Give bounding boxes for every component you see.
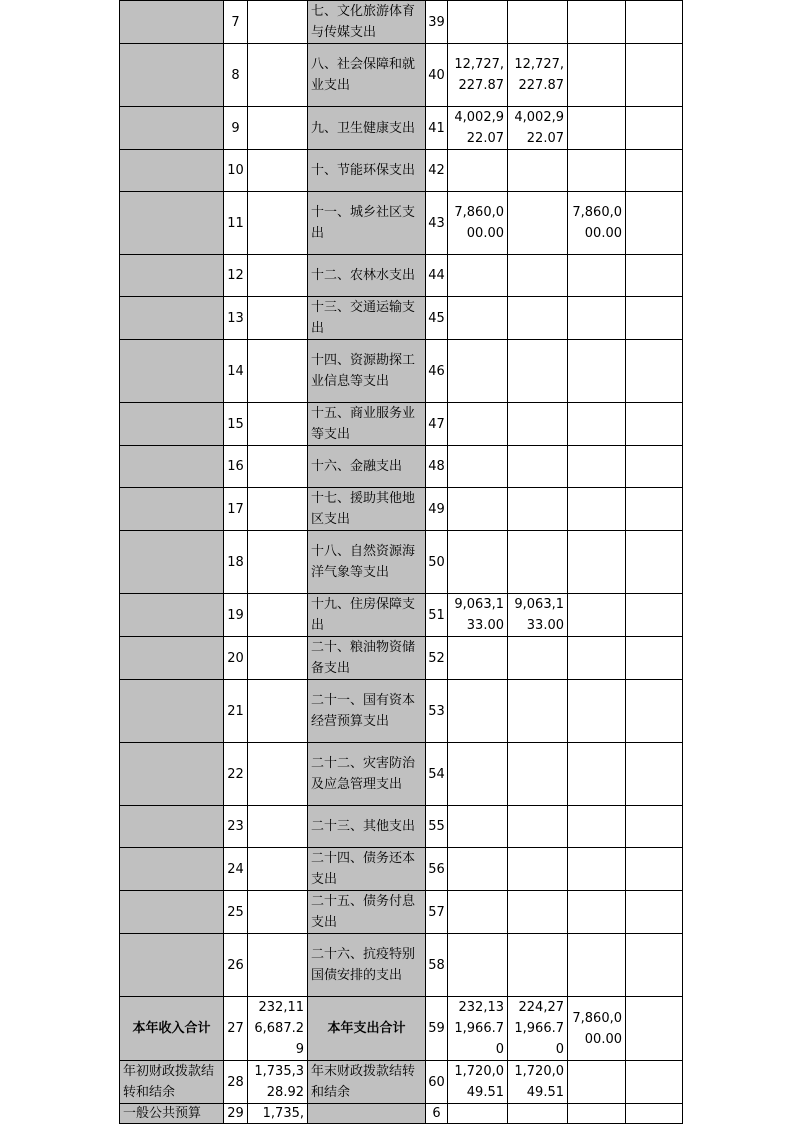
total-row (120, 997, 683, 1061)
expense-total-cell (448, 743, 508, 806)
income-line-cell: 24 (224, 848, 248, 891)
income-name-cell (120, 743, 224, 806)
expense-other-cell (626, 891, 683, 934)
expense-fund-cell: 7,860,000.00 (568, 192, 626, 255)
income-amount-cell (248, 488, 308, 531)
income-line-cell: 8 (224, 44, 248, 107)
table-row (120, 488, 683, 531)
expense-other-cell (626, 637, 683, 680)
expense-other-cell (626, 192, 683, 255)
expense-fund-cell (568, 743, 626, 806)
income-amount-cell (248, 107, 308, 150)
table-row (120, 255, 683, 297)
expense-fund-cell (568, 107, 626, 150)
expense-general-cell (508, 403, 568, 446)
expense-line-cell: 48 (426, 446, 448, 488)
expense-other-cell (626, 934, 683, 997)
expense-other-cell (626, 255, 683, 297)
expense-name-cell: 二十五、债务付息支出 (308, 891, 426, 934)
expense-general-cell (508, 297, 568, 340)
table-row (120, 743, 683, 806)
expense-name-cell: 十七、援助其他地区支出 (308, 488, 426, 531)
expense-fund-cell: 7,860,000.00 (568, 997, 626, 1061)
expense-fund-cell (568, 340, 626, 403)
income-amount-cell (248, 403, 308, 446)
income-total-amount: 232,116,687.29 (248, 997, 308, 1061)
expense-general-cell: 12,727,227.87 (508, 44, 568, 107)
income-name-cell (120, 192, 224, 255)
expense-line-cell: 43 (426, 192, 448, 255)
expense-general-cell (508, 848, 568, 891)
expense-other-cell (626, 150, 683, 192)
expense-total-cell (448, 806, 508, 848)
expense-name-cell: 十八、自然资源海洋气象等支出 (308, 531, 426, 594)
income-line-cell: 28 (224, 1061, 248, 1104)
expense-fund-cell (568, 150, 626, 192)
expense-total-cell: 12,727,227.87 (448, 44, 508, 107)
expense-line-cell: 51 (426, 594, 448, 637)
expense-line-cell: 49 (426, 488, 448, 531)
income-line-cell: 21 (224, 680, 248, 743)
expense-general-cell (508, 192, 568, 255)
expense-name-cell: 十三、交通运输支出 (308, 297, 426, 340)
income-general-label: 一般公共预算 (120, 1104, 224, 1124)
expense-line-cell: 52 (426, 637, 448, 680)
table-row (120, 297, 683, 340)
expense-line-cell: 41 (426, 107, 448, 150)
expense-fund-cell (568, 848, 626, 891)
income-line-cell: 9 (224, 107, 248, 150)
income-line-cell: 15 (224, 403, 248, 446)
expense-total-cell (448, 848, 508, 891)
table-row (120, 403, 683, 446)
expense-other-cell (626, 297, 683, 340)
income-line-cell: 19 (224, 594, 248, 637)
expense-fund-cell (568, 1104, 626, 1124)
income-amount-cell (248, 934, 308, 997)
income-amount-cell (248, 1, 308, 44)
expense-total-cell: 7,860,000.00 (448, 192, 508, 255)
income-line-cell: 17 (224, 488, 248, 531)
expense-general-cell (508, 637, 568, 680)
general-row (120, 1104, 683, 1124)
expense-total-cell (448, 446, 508, 488)
expense-name-cell: 九、卫生健康支出 (308, 107, 426, 150)
table-row (120, 637, 683, 680)
income-amount-cell (248, 192, 308, 255)
income-name-cell (120, 403, 224, 446)
income-name-cell (120, 150, 224, 192)
expense-fund-cell (568, 934, 626, 997)
expense-general-cell (508, 150, 568, 192)
income-line-cell: 16 (224, 446, 248, 488)
income-name-cell (120, 594, 224, 637)
income-total-label: 本年收入合计 (120, 997, 224, 1061)
expense-general-cell (508, 934, 568, 997)
expense-name-cell: 十二、农林水支出 (308, 255, 426, 297)
expense-other-cell (626, 806, 683, 848)
income-line-cell: 22 (224, 743, 248, 806)
expense-line-cell: 55 (426, 806, 448, 848)
expense-general-cell (508, 1104, 568, 1124)
expense-general-cell (508, 680, 568, 743)
expense-general-cell (508, 446, 568, 488)
expense-other-cell (626, 1104, 683, 1124)
table-row (120, 1, 683, 44)
expense-general-cell (508, 531, 568, 594)
expense-general-cell (508, 255, 568, 297)
income-name-cell (120, 297, 224, 340)
income-line-cell: 18 (224, 531, 248, 594)
income-name-cell (120, 488, 224, 531)
table-row (120, 150, 683, 192)
expense-line-cell: 50 (426, 531, 448, 594)
income-line-cell: 12 (224, 255, 248, 297)
expense-name-cell: 十一、城乡社区支出 (308, 192, 426, 255)
income-general-amount: 1,735, (248, 1104, 308, 1124)
expense-line-cell: 6 (426, 1104, 448, 1124)
expense-line-cell: 47 (426, 403, 448, 446)
expense-name-cell: 十、节能环保支出 (308, 150, 426, 192)
income-amount-cell (248, 806, 308, 848)
expense-name-cell: 十六、金融支出 (308, 446, 426, 488)
table-row (120, 446, 683, 488)
expense-other-cell (626, 107, 683, 150)
expense-total-cell (448, 680, 508, 743)
income-amount-cell (248, 297, 308, 340)
expense-other-cell (626, 997, 683, 1061)
income-amount-cell (248, 44, 308, 107)
income-name-cell (120, 680, 224, 743)
expense-line-cell: 42 (426, 150, 448, 192)
table-row (120, 891, 683, 934)
expense-line-cell: 45 (426, 297, 448, 340)
income-carry-amount: 1,735,328.92 (248, 1061, 308, 1104)
expense-fund-cell (568, 1061, 626, 1104)
expense-carry-label: 年末财政拨款结转和结余 (308, 1061, 426, 1104)
income-line-cell: 27 (224, 997, 248, 1061)
income-amount-cell (248, 255, 308, 297)
expense-fund-cell (568, 297, 626, 340)
income-amount-cell (248, 637, 308, 680)
expense-general-cell (508, 891, 568, 934)
expense-line-cell: 56 (426, 848, 448, 891)
income-name-cell (120, 1, 224, 44)
expense-line-cell: 46 (426, 340, 448, 403)
income-name-cell (120, 848, 224, 891)
expense-total-cell: 232,131,966.70 (448, 997, 508, 1061)
expense-line-cell: 53 (426, 680, 448, 743)
carry-row (120, 1061, 683, 1104)
income-line-cell: 20 (224, 637, 248, 680)
expense-total-cell (448, 1, 508, 44)
income-name-cell (120, 806, 224, 848)
expense-fund-cell (568, 446, 626, 488)
table-row (120, 680, 683, 743)
expense-general-cell (508, 1, 568, 44)
expense-other-cell (626, 488, 683, 531)
expense-other-cell (626, 531, 683, 594)
expense-line-cell: 44 (426, 255, 448, 297)
income-name-cell (120, 891, 224, 934)
expense-total-cell (448, 934, 508, 997)
income-line-cell: 14 (224, 340, 248, 403)
expense-total-cell (448, 150, 508, 192)
income-amount-cell (248, 743, 308, 806)
expense-fund-cell (568, 488, 626, 531)
expense-total-cell (448, 531, 508, 594)
expense-other-cell (626, 680, 683, 743)
income-name-cell (120, 934, 224, 997)
expense-name-cell: 七、文化旅游体育与传媒支出 (308, 1, 426, 44)
income-amount-cell (248, 680, 308, 743)
table-row (120, 192, 683, 255)
expense-total-cell (448, 637, 508, 680)
expense-line-cell: 60 (426, 1061, 448, 1104)
income-line-cell: 11 (224, 192, 248, 255)
income-line-cell: 10 (224, 150, 248, 192)
expense-total-cell (448, 340, 508, 403)
table-row (120, 594, 683, 637)
income-name-cell (120, 255, 224, 297)
expense-line-cell: 40 (426, 44, 448, 107)
income-line-cell: 29 (224, 1104, 248, 1124)
income-line-cell: 13 (224, 297, 248, 340)
expense-other-cell (626, 446, 683, 488)
expense-total-cell: 1,720,049.51 (448, 1061, 508, 1104)
expense-fund-cell (568, 531, 626, 594)
income-name-cell (120, 340, 224, 403)
expense-line-cell: 54 (426, 743, 448, 806)
expense-other-cell (626, 594, 683, 637)
expense-fund-cell (568, 44, 626, 107)
income-amount-cell (248, 446, 308, 488)
table-row (120, 531, 683, 594)
expense-fund-cell (568, 594, 626, 637)
table-row (120, 44, 683, 107)
expense-total-cell (448, 255, 508, 297)
income-amount-cell (248, 848, 308, 891)
table-row (120, 934, 683, 997)
expense-other-cell (626, 403, 683, 446)
expense-general-cell: 224,271,966.70 (508, 997, 568, 1061)
expense-general-cell (508, 488, 568, 531)
expense-line-cell: 58 (426, 934, 448, 997)
income-name-cell (120, 531, 224, 594)
expense-general-cell: 1,720,049.51 (508, 1061, 568, 1104)
expense-fund-cell (568, 680, 626, 743)
income-amount-cell (248, 340, 308, 403)
expense-name-cell: 十五、商业服务业等支出 (308, 403, 426, 446)
income-amount-cell (248, 594, 308, 637)
expense-general-cell: 9,063,133.00 (508, 594, 568, 637)
expense-total-cell (448, 297, 508, 340)
expense-general-cell (508, 743, 568, 806)
expense-fund-cell (568, 1, 626, 44)
expense-total-cell (448, 488, 508, 531)
table-row (120, 848, 683, 891)
expense-line-cell: 39 (426, 1, 448, 44)
income-name-cell (120, 107, 224, 150)
expense-total-cell: 9,063,133.00 (448, 594, 508, 637)
expense-name-cell: 二十、粮油物资储备支出 (308, 637, 426, 680)
expense-fund-cell (568, 403, 626, 446)
expense-total-label: 本年支出合计 (308, 997, 426, 1061)
expense-name-cell: 十四、资源勘探工业信息等支出 (308, 340, 426, 403)
expense-total-cell (448, 1104, 508, 1124)
income-name-cell (120, 637, 224, 680)
expense-other-cell (626, 743, 683, 806)
expense-other-cell (626, 340, 683, 403)
income-line-cell: 26 (224, 934, 248, 997)
expense-name-cell: 二十三、其他支出 (308, 806, 426, 848)
expense-name-cell: 二十一、国有资本经营预算支出 (308, 680, 426, 743)
expense-name-cell: 二十六、抗疫特别国债安排的支出 (308, 934, 426, 997)
income-name-cell (120, 446, 224, 488)
expense-name-cell: 十九、住房保障支出 (308, 594, 426, 637)
income-line-cell: 25 (224, 891, 248, 934)
expense-general-cell (508, 806, 568, 848)
expense-total-cell: 4,002,922.07 (448, 107, 508, 150)
expense-other-cell (626, 848, 683, 891)
income-name-cell (120, 44, 224, 107)
expense-other-cell (626, 44, 683, 107)
expense-total-cell (448, 891, 508, 934)
table-body (120, 1, 683, 1124)
expense-name-cell: 二十二、灾害防治及应急管理支出 (308, 743, 426, 806)
expense-other-cell (626, 1061, 683, 1104)
income-carry-label: 年初财政拨款结转和结余 (120, 1061, 224, 1104)
expense-general-cell: 4,002,922.07 (508, 107, 568, 150)
expense-fund-cell (568, 637, 626, 680)
expense-name-cell (308, 1104, 426, 1124)
expense-other-cell (626, 1, 683, 44)
table-row (120, 340, 683, 403)
table-row (120, 107, 683, 150)
income-line-cell: 7 (224, 1, 248, 44)
expense-total-cell (448, 403, 508, 446)
income-amount-cell (248, 891, 308, 934)
expense-name-cell: 八、社会保障和就业支出 (308, 44, 426, 107)
income-amount-cell (248, 531, 308, 594)
expense-line-cell: 59 (426, 997, 448, 1061)
expense-fund-cell (568, 806, 626, 848)
expense-general-cell (508, 340, 568, 403)
income-line-cell: 23 (224, 806, 248, 848)
expense-name-cell: 二十四、债务还本支出 (308, 848, 426, 891)
income-amount-cell (248, 150, 308, 192)
expense-fund-cell (568, 255, 626, 297)
expense-line-cell: 57 (426, 891, 448, 934)
budget-table (119, 0, 683, 1124)
table-row (120, 806, 683, 848)
expense-fund-cell (568, 891, 626, 934)
